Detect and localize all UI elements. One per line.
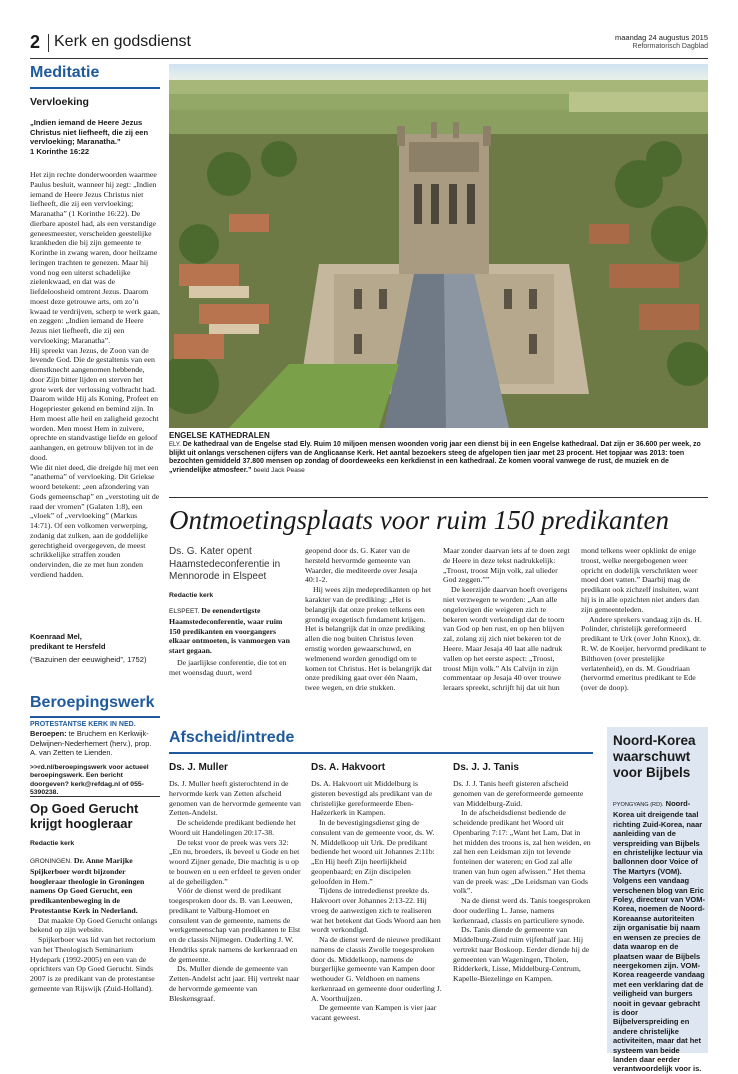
meditatie-source: (“Bazuinen der eeuwigheid”, 1752) — [30, 655, 147, 665]
main-article-col4: mond telkens weer opklinkt de enige troost, welke neergebogenen weer opricht en dodelijk verschrikten weer moed doet vatten.” Daarbij mag de predikant ook zichzelf insluiten, want hij is in alle opzichten niet anders dan zijn gemeenteleden. Andere sprekers vandaag zijn ds. H. Polinder, christelijk gereformeerd predikant te Urk (over John Knox), dr. R. W. de Koeijer, hervormd predikant te Bilthoven (over prestelijke verlatenheid), en ds. M. Goudriaan (hervormd emeritus predikant te Ede (over de doop). — [581, 546, 707, 693]
ogg-credit: Redactie kerk — [30, 840, 75, 847]
afscheid-rule — [169, 752, 593, 754]
meditatie-body: Het zijn rechte donderwoorden waarmee Paulus besluit, wanneer hij zegt: „Indien iemand de Heere Jezus Christus niet liefheeft, die zij een vervloeking; Maranatha” (1 Korinthe 16:22). De dierbare apostel had, als een verstandige geneesmeester, verscheiden geestelijke krankheden die bij zijn gemeente te Korinthe in zwang waren, door heilzame leringen trachten te genezen. Maar hij vond nog een uiterst schadelijke zielenkwaad, en dat was de liefdeloosheid omtrent Jezus. Daarom moest deze getrouwe arts, om zo’n kwaad te verdrijven, scherp te werk gaan, en zeggen: „Indien iemand de Heere Jezus niet liefheeft, die zij een vervloeking; Maranatha”. Hij spreekt van Jezus, de Zoon van de levende God. Die de gestaltenis van een dienstknecht aangenomen hebbende, door Zijn bitter lijden en sterven het grote werk der verlossing volbracht had. Daarom wilde Hij als Koning, Profeet en Hogepriester gekend en bemind zijn. In Hem moest alle heil en zaligheid gezocht worden. Men moest Hem in zuivere, oprechte en standvastige liefde en geloof aanhangen, en getrouw blijven tot in de dood. Wie dit niet deed, die dreigde hij met een ”anathema” of vervloeking. Dit Griekse woord betekent: „een afzondering van Gods gemeenschap” en „verstoting uit de raad der vromen” (Galaten 1:8), een „vloek” of „vervloeking” (Markus 14:71). Of een volkomen verwerping, zodanig dat zulken, aan de goddelijke gerechtigheid overgegeven, de meest schrikkelijke straffen zouden ondervinden, die ze met hun zonden verdiend hadden. — [30, 170, 160, 579]
meditatie-title: Vervloeking — [30, 96, 89, 108]
cathedral-photo — [169, 64, 708, 428]
beroepingswerk-note: >>rd.nl/beroepingswerk voor actueel beroepingswerk. Een bericht doorgeven? kerk@refdag.nl of 055-5390238. — [30, 763, 149, 797]
noord-korea-body: PYONGYANG (RD). Noord-Korea uit dreigende taal richting Zuid-Korea, naar aanleiding van de verspreiding van Bijbels en christelijke lectuur via ballonnen door Voice of The Martyrs (VOM). Volgens een vandaag verschenen blog van Eric Foley, directeur van VOM-Korea, noemen de Noord-Koreaanse autoriteiten zijn organisatie bij naam en wensen ze precies de data waarop en de plaatsen waar de Bijbels neergekomen zijn. VOM-Korea reageerde vandaag met een verklaring dat de veiligheid van burgers nooit in gevaar gebracht is door Bijbelverspreiding en andere christelijke activiteiten, maar dat het systeem van beide landen daar eerder verantwoordelijk voor is. — [613, 799, 705, 1074]
meditatie-author-role: predikant te Hersfeld — [30, 641, 106, 651]
beroepingswerk-body: PROTESTANTSE KERK IN NED. Beroepen: te Bruchem en Kerkwijk-Delwijnen-Nederhemert (herv.), prop. A. van Zetten te Lienden. >>rd.nl/beroepingswerk voor actueel beroepingswerk. Een bericht doorgeven? kerk@refdag.nl of 055-5390238. — [30, 720, 160, 798]
header-paper: Reformatorisch Dagblad — [632, 43, 708, 50]
meditatie-quote-ref: 1 Korinthe 16:22 — [30, 146, 90, 156]
noord-korea-headline: Noord-Korea waarschuwt voor Bijbels — [613, 733, 696, 780]
afscheid-col-tanis: Ds. J. J. Tanis Ds. J. J. Tanis heeft gisteren afscheid genomen van de gereformeerde gemeente van Middelburg-Zuid. In de afscheidsdienst bediende de scheidende predikant het Woord uit Openbaring 7:17: „Want het Lam, Dat in het midden des troons is, zal hen weiden, en zal hen een Leidsman zijn tot levende fonteinen der wateren; en God zal alle tranen van hun ogen afwissen.” Het thema van de preek was: „De Leidsman van Gods volk”. Na de dienst werd ds. Tanis toegesproken door ouderling L. Janse, namens kerkenraad, classis en particuliere synode. Ds. Tanis diende de gemeente van Middelburg-Zuid ruim vijfenhalf jaar. Hij vertrekt naar Boskoop. Eerder diende hij de gemeenten van Wageningen, Tholen, Ridderkerk, Lisse, Middelburg-Centrum, Kapelle-Biezelinge en Kampen. — [453, 762, 591, 983]
page-header — [30, 30, 708, 56]
main-article-col1: ELSPEET. De eenendertigste Haamstedeconferentie, waar ruim 150 predikanten en voorgangers elkaar ontmoeten, is vanmorgen van start gegaan. De jaarlijkse conferentie, die tot en met woensdag duurt, werd — [169, 606, 290, 677]
photo-caption-title: ENGELSE KATHEDRALEN — [169, 431, 270, 440]
ogg-rule — [30, 796, 160, 797]
page-number: 2 — [30, 32, 41, 52]
section-name: Kerk en godsdienst — [54, 33, 191, 50]
noord-korea-box — [607, 727, 708, 1074]
header-rule — [30, 58, 708, 59]
afscheid-name: Ds. A. Hakvoort — [311, 762, 386, 773]
meditatie-section-title: Meditatie — [30, 64, 100, 81]
header-divider — [48, 34, 49, 52]
meditatie-rule — [30, 87, 160, 89]
main-article-headline: Ontmoetingsplaats voor ruim 150 predikanten — [169, 505, 669, 535]
cathedral-illustration — [169, 64, 708, 428]
ogg-headline: Op Goed Gerucht krijgt hoogleraar — [30, 801, 139, 831]
meditatie-author: Koenraad Mel, predikant te Hersfeld (“Bazuinen der eeuwigheid”, 1752) — [30, 632, 160, 665]
main-article-rule — [169, 497, 708, 498]
photo-credit: beeld Jack Pease — [253, 467, 305, 475]
beroepingswerk-section-title: Beroepingswerk — [30, 694, 155, 711]
afscheid-section-title: Afscheid/intrede — [169, 729, 295, 746]
ogg-body: GRONINGEN. Dr. Anne Marijke Spijkerboer wordt bijzonder hoogleraar theologie in Groningen namens Op Goed Gerucht, een predikantenbeweging in de Protestantse Kerk in Nederland. Dat maakte Op Goed Gerucht onlangs bekend op zijn website. Spijkerboer was lid van het rectorium van het Theologisch Seminarium Hydepark (1992-2005) en een van de oprichters van Op Goed Gerucht. Sinds 2007 is ze predikant van de protestantse gemeente van Rijswijk (Zuid-Holland). — [30, 856, 158, 993]
meditatie-quote: „Indien iemand de Heere Jezus Christus niet liefheeft, die zij een vervloeking; Maranatha.” 1 Korinthe 16:22 — [30, 118, 149, 156]
beroepingswerk-church: PROTESTANTSE KERK IN NED. — [30, 721, 136, 728]
afscheid-name: Ds. J. J. Tanis — [453, 762, 519, 773]
header-date: maandag 24 augustus 2015 — [615, 33, 708, 42]
main-article-credit: Redactie kerk — [169, 592, 214, 599]
photo-caption: ENGELSE KATHEDRALEN ELY. De kathedraal van de Engelse stad Ely. Ruim 10 miljoen mensen woonden vorig jaar een dienst bij in een Engelse kathedraal. Dat zijn er 36.600 per week, zo blijkt uit onlangs verschenen cijfers van de Anglicaanse Kerk. Het aantal bezoekers steeg de afgelopen tien jaar met 23 procent. Het topjaar was 2013: toen bezochten gemiddeld 37.800 mensen op zondag of doordeweeks een kerkdienst in een kathedraal. Ze komen vooral vanwege de rust, de muziek en de „vriendelijke atmosfeer.” beeld Jack Pease — [169, 432, 708, 476]
afscheid-col-hakvoort: Ds. A. Hakvoort Ds. A. Hakvoort uit Middelburg is gisteren bevestigd als predikant van de christelijke gereformeerde Eben-Haëzerkerk in Kampen. In de bevestigingsdienst ging de consulent van de gemeente voor, ds. W. N. Middelkoop uit Urk. De predikant bediende het woord uit Johannes 2:11b: „En Hij heeft Zijn heerlijkheid geopenbaard; en Zijn discipelen geloofden in Hem.” Tijdens de intrededienst preekte ds. Hakvoort over Johannes 2:13-22. Hij vroeg de aanwezigen zich te realiseren wat het betekent dat Gods Woord aan hen wordt verkondigd. Na de dienst werd de nieuwe predikant namens de classis Zwolle toegesproken door ds. Middelkoop, namens de burgerlijke gemeente van Kampen door wethouder G. Veldhoen en namens kerkenraad en gemeente door ouderling J. A. Voorthuijzen. De gemeente van Kampen is vier jaar vacant geweest. — [311, 762, 442, 1022]
main-article-col2: geopend door ds. G. Kater van de hersteld hervormde gemeente van Waarder, die mediteerde over Jesaja 40:1-2. Hij wees zijn medepredikanten op het karakter van de prediking: „Het is belangrijk dat onze preken telkens een grondig exegetisch fundament krijgen. Het is belangrijk dat in onze prediking allen die nog buiten Christus leven ernstig worden gewaarschuwd, en welmenend worden genodigd om te komen tot Christus. Het is belangrijk dat onze prediking gaat over één Naam, twee wegen, en drie stukken. — [305, 546, 432, 693]
main-article-intro: Ds. G. Kater opent Haamstedeconferentie in Mennorode in Elspeet — [169, 546, 281, 582]
main-article-col3: Maar zonder daarvan iets af te doen zegt de Heere in deze tekst nadrukkelijk: „Troost, troost Mijn volk, zal ulieder God zeggen.”” De keerzijde daarvan hoeft overigens niet verzwegen te worden: „Aan alle ongelovigen die weigeren zich te bekeren wordt verkondigd dat de toorn van God op hen rust, en op hen blijven zal, zolang zij zich niet bekeren tot de Heere. Maar Jesaja 40 laat alle nadruk vallen op het eerste aspect: „Troost, troost Mijn volk.” Als Calvijn in zijn commentaar op Jesaja 40 over trouwe leraars spreekt, schrijft hij dat uit hun — [443, 546, 570, 693]
afscheid-col-muller: Ds. J. Muller Ds. J. Muller heeft gisterochtend in de hervormde kerk van Zetten afscheid genomen van de hervormde gemeente van Zetten-Andelst. De scheidende predikant bediende het Woord uit Handelingen 20:17-38. De tekst voor de preek was vers 32: „En nu, broeders, ik beveel u Gode en het woord Zijner genade, Die machtig is u op te bouwen en u een erfdeel te geven onder al de geheiligden.” Vóór de dienst werd de predikant toegesproken door ds. B. van Leeuwen, predikant te Valburg-Homoet en consulent van de gemeente, namens de werkgemeenschap van predikanten te Elst en de classis Nijmegen. Ouderling J. W. Hendriks sprak namens de kerkenraad en de gemeente. Ds. Muller diende de gemeente van Zetten-Andelst acht jaar. Hij vertrekt naar de hervormde gemeente van Bleskensgraaf. — [169, 762, 301, 1003]
beroepingswerk-rule — [30, 716, 160, 718]
afscheid-name: Ds. J. Muller — [169, 762, 228, 773]
